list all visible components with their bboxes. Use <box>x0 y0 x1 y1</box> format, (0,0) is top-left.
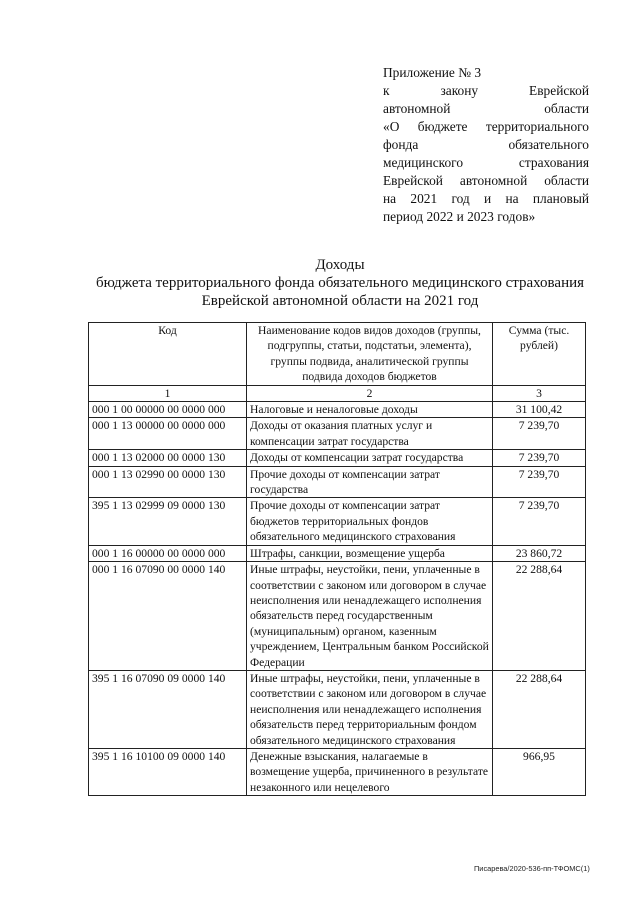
row-name: Доходы от оказания платных услуг и компенсации затрат государства <box>247 418 493 450</box>
column-number-row <box>89 385 586 401</box>
appendix-line: медицинского страхования <box>383 155 589 170</box>
appendix-line: к закону Еврейской <box>383 83 589 98</box>
appendix-line: Приложение № 3 <box>383 65 482 80</box>
appendix-line: период 2022 и 2023 годов» <box>383 209 536 224</box>
table-row <box>89 748 586 795</box>
table-row <box>89 450 586 466</box>
row-code: 000 1 13 00000 00 0000 000 <box>89 418 247 450</box>
row-code: 000 1 00 00000 00 0000 000 <box>89 402 247 418</box>
row-sum: 31 100,42 <box>493 402 586 418</box>
table-row <box>89 545 586 561</box>
header-code: Код <box>89 323 247 386</box>
column-number: 1 <box>89 385 247 401</box>
row-name: Иные штрафы, неустойки, пени, уплаченные в соответствии с законом или договором в случае неисполнения или ненадлежащего исполнения обязательств перед территориальным фондом обязательного медицинского страхования <box>247 670 493 748</box>
appendix-block <box>383 64 589 226</box>
row-sum: 7 239,70 <box>493 418 586 450</box>
document-reference-mark: Писарева/2020-536-пп-ТФОМС(1) <box>474 864 590 873</box>
row-sum: 7 239,70 <box>493 498 586 545</box>
row-code: 000 1 13 02000 00 0000 130 <box>89 450 247 466</box>
row-code: 000 1 16 07090 00 0000 140 <box>89 562 247 671</box>
header-sum: Сумма (тыс. рублей) <box>493 323 586 386</box>
column-number: 3 <box>493 385 586 401</box>
row-name: Прочие доходы от компенсации затрат государства <box>247 466 493 498</box>
table-row <box>89 466 586 498</box>
table-row <box>89 562 586 671</box>
row-sum: 22 288,64 <box>493 562 586 671</box>
row-sum: 23 860,72 <box>493 545 586 561</box>
column-number: 2 <box>247 385 493 401</box>
row-code: 395 1 16 10100 09 0000 140 <box>89 748 247 795</box>
row-sum: 7 239,70 <box>493 450 586 466</box>
table-row <box>89 498 586 545</box>
appendix-line: Еврейской автономной области <box>383 173 589 188</box>
row-code: 000 1 13 02990 00 0000 130 <box>89 466 247 498</box>
table-row <box>89 670 586 748</box>
row-name: Доходы от компенсации затрат государства <box>247 450 493 466</box>
row-sum: 22 288,64 <box>493 670 586 748</box>
appendix-line: автономной области <box>383 101 589 116</box>
row-name: Штрафы, санкции, возмещение ущерба <box>247 545 493 561</box>
appendix-line: «О бюджете территориального <box>383 119 589 134</box>
row-sum: 7 239,70 <box>493 466 586 498</box>
appendix-line: фонда обязательного <box>383 137 589 152</box>
row-code: 000 1 16 00000 00 0000 000 <box>89 545 247 561</box>
table-header-row <box>89 323 586 386</box>
row-name: Налоговые и неналоговые доходы <box>247 402 493 418</box>
row-name: Прочие доходы от компенсации затрат бюджетов территориальных фондов обязательного медицинского страхования <box>247 498 493 545</box>
appendix-line: на 2021 год и на плановый <box>383 191 589 206</box>
row-name: Иные штрафы, неустойки, пени, уплаченные в соответствии с законом или договором в случае неисполнения или ненадлежащего исполнения обязательств перед государственным (муниципальным) органом, казенным учреждением, Центральным банком Российской Федерации <box>247 562 493 671</box>
revenue-table <box>88 322 586 796</box>
row-code: 395 1 13 02999 09 0000 130 <box>89 498 247 545</box>
row-code: 395 1 16 07090 09 0000 140 <box>89 670 247 748</box>
table-row <box>89 418 586 450</box>
title-line-2: бюджета территориального фонда обязательного медицинского страхования <box>95 275 585 291</box>
header-name: Наименование кодов видов доходов (группы, подгруппы, статьи, подстатьи, элемента), группы подвида, аналитической группы подвида доходов бюджетов <box>247 323 493 386</box>
title-line-1: Доходы <box>315 257 365 273</box>
row-sum: 966,95 <box>493 748 586 795</box>
table-row <box>89 402 586 418</box>
document-title <box>60 256 620 310</box>
title-line-3: Еврейской автономной области на 2021 год <box>201 293 479 309</box>
row-name: Денежные взыскания, налагаемые в возмещение ущерба, причиненного в результате незаконного или нецелевого <box>247 748 493 795</box>
